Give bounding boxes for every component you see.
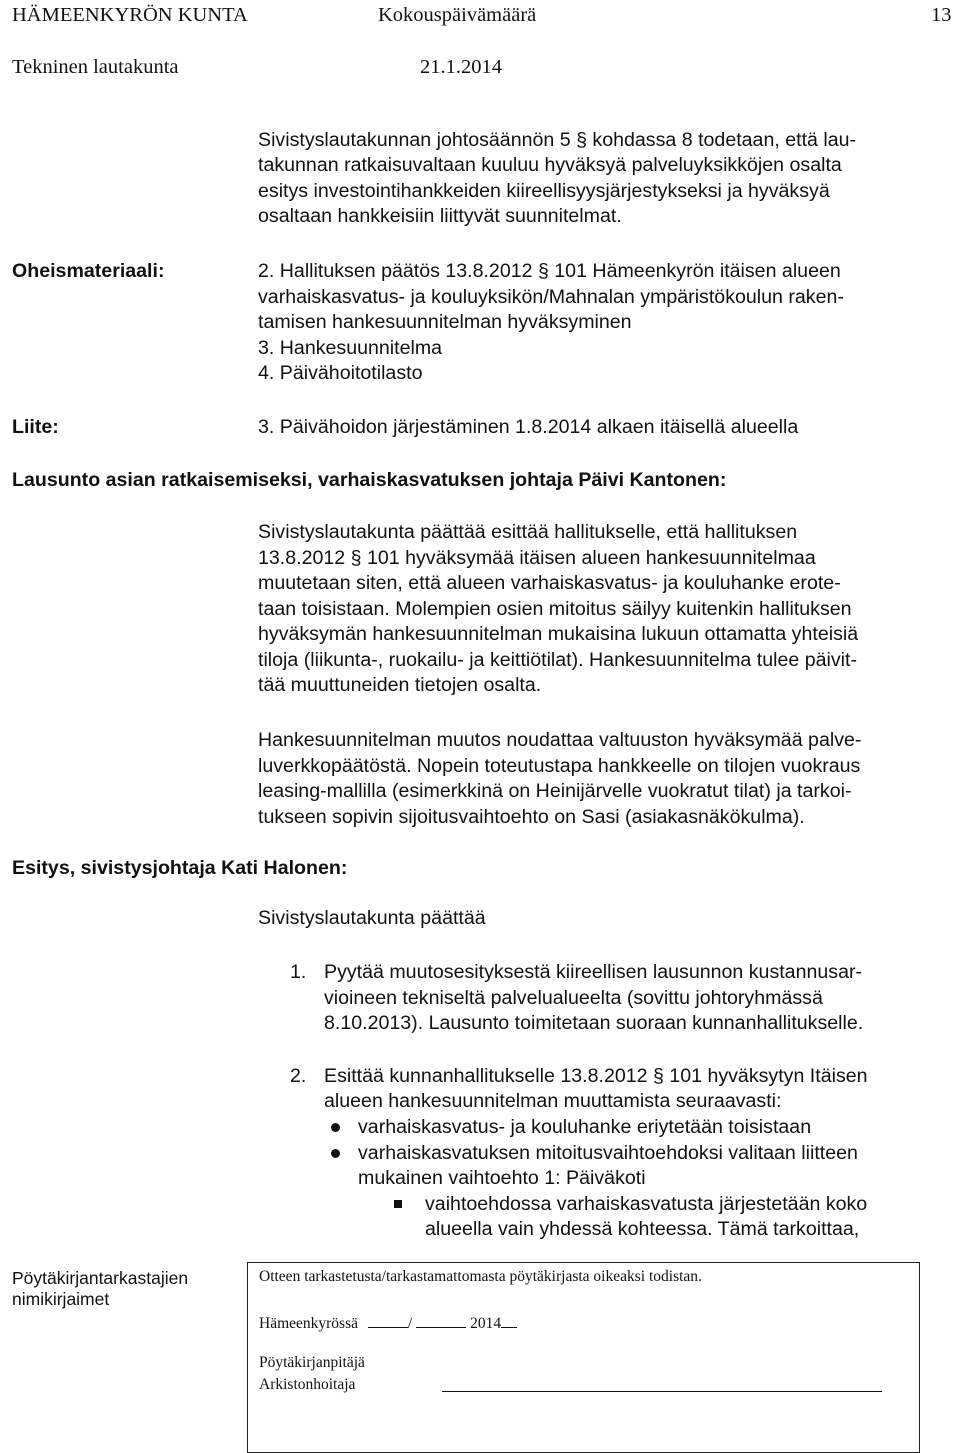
text-line: 13.8.2012 § 101 hyväksymää itäisen alueen hankesuunnitelmaa <box>258 547 816 569</box>
date-slash: / <box>407 1315 413 1332</box>
text-line: Esittää kunnanhallitukselle 13.8.2012 § 101 hyväksytyn Itäisen <box>324 1065 868 1087</box>
certification-text: Otteen tarkastetusta/tarkastamattomasta pöytäkirjasta oikeaksi todistan. <box>259 1268 702 1285</box>
month-blank[interactable] <box>416 1311 466 1328</box>
text-line: vioineen tekniseltä palvelualueelta (sovittu johtoryhmässä <box>324 987 823 1009</box>
statement-heading: Lausunto asian ratkaisemiseksi, varhaiskasvatuksen johtaja Päivi Kantonen: <box>12 469 727 491</box>
secretary-label: Pöytäkirjanpitäjä <box>259 1354 365 1371</box>
meeting-date-label: Kokouspäivämäärä <box>378 4 537 26</box>
text-line: tiloja (liikunta-, ruokailu- ja keittiötilat). Hankesuunnitelma tulee päivit- <box>258 649 857 671</box>
year-blank[interactable] <box>501 1311 517 1328</box>
bullet-icon <box>331 1149 340 1158</box>
bullet-icon <box>331 1123 340 1132</box>
initials-label: nimikirjaimet <box>12 1289 110 1309</box>
list-number: 2. <box>290 1065 307 1087</box>
text-line: osaltaan hankkeisiin liittyvät suunnitelmat. <box>258 205 622 227</box>
subbullet-text: vaihtoehdossa varhaiskasvatusta järjestetään koko <box>425 1193 868 1215</box>
text-line: 8.10.2013). Lausunto toimitetaan suoraan kunnanhallitukselle. <box>324 1012 864 1034</box>
appendix-label: Liite: <box>12 416 59 438</box>
text-line: esitys investointihankkeiden kiireellisyysjärjestykseksi ja hyväksyä <box>258 180 830 202</box>
signature-line[interactable] <box>442 1391 882 1392</box>
municipality-name: HÄMEENKYRÖN KUNTA <box>12 4 248 26</box>
attachment-item: 2. Hallituksen päätös 13.8.2012 § 101 Hämeenkyrön itäisen alueen <box>258 260 841 282</box>
place-name: Hämeenkyrössä <box>259 1315 358 1332</box>
text-line: taan toisistaan. Molempien osien mitoitus säilyy kuitenkin hallituksen <box>258 598 852 620</box>
text-line: hyväksymän hankesuunnitelman mukaisina lukuun ottamatta yhteisiä <box>258 623 859 645</box>
committee-name: Tekninen lautakunta <box>12 56 179 78</box>
attachments-label: Oheismateriaali: <box>12 260 165 282</box>
bullet-text: varhaiskasvatus- ja kouluhanke eriytetään toisistaan <box>358 1116 812 1138</box>
proposal-heading: Esitys, sivistysjohtaja Kati Halonen: <box>12 857 348 879</box>
subbullet-text: alueella vain yhdessä kohteessa. Tämä tarkoittaa, <box>425 1218 860 1240</box>
proposal-intro: Sivistyslautakunta päättää <box>258 907 486 929</box>
text-line: tukseen sopivin sijoitusvaihtoehto on Sasi (asiakasnäkökulma). <box>258 806 805 828</box>
text-line: tää muuttuneiden tietojen osalta. <box>258 674 542 696</box>
meeting-date: 21.1.2014 <box>420 56 502 78</box>
page-number: 13 <box>931 4 952 26</box>
text-line: luverkkopäätöstä. Nopein toteutustapa hankkeelle on tilojen vuokraus <box>258 755 861 777</box>
bullet-text: mukainen vaihtoehto 1: Päiväkoti <box>358 1167 646 1189</box>
text-line: alueen hankesuunnitelman muuttamista seuraavasti: <box>324 1090 782 1112</box>
attachment-item: 4. Päivähoitotilasto <box>258 362 423 384</box>
text-line: takunnan ratkaisuvaltaan kuuluu hyväksyä palveluyksikköjen osalta <box>258 154 842 176</box>
place-date-line <box>259 1311 517 1333</box>
reviewers-label: Pöytäkirjantarkastajien <box>12 1268 189 1288</box>
year-text: 2014 <box>470 1315 502 1332</box>
text-line: Hankesuunnitelman muutos noudattaa valtuuston hyväksymää palve- <box>258 729 862 751</box>
text-line: Sivistyslautakunta päättää esittää hallitukselle, että hallituksen <box>258 521 798 543</box>
text-line: muutetaan siten, että alueen varhaiskasvatus- ja kouluhanke erote- <box>258 572 841 594</box>
text-line: leasing-mallilla (esimerkkinä on Heinijärvelle vuokratut tilat) ja tarkoi- <box>258 780 852 802</box>
text-line: Sivistyslautakunnan johtosäännön 5 § kohdassa 8 todetaan, että lau- <box>258 129 857 151</box>
attachment-item: 3. Hankesuunnitelma <box>258 337 443 359</box>
bullet-text: varhaiskasvatuksen mitoitusvaihtoehdoksi valitaan liitteen <box>358 1142 858 1164</box>
square-bullet-icon <box>394 1200 402 1208</box>
day-blank[interactable] <box>368 1311 408 1328</box>
list-number: 1. <box>290 961 307 983</box>
archivist-label: Arkistonhoitaja <box>259 1376 356 1393</box>
attachment-item: tamisen hankesuunnitelman hyväksyminen <box>258 311 632 333</box>
attachment-item: varhaiskasvatus- ja kouluyksikön/Mahnalan ympäristökoulun raken- <box>258 286 844 308</box>
text-line: Pyytää muutosesityksestä kiireellisen lausunnon kustannusar- <box>324 961 863 983</box>
appendix-text: 3. Päivähoidon järjestäminen 1.8.2014 alkaen itäisellä alueella <box>258 416 799 438</box>
